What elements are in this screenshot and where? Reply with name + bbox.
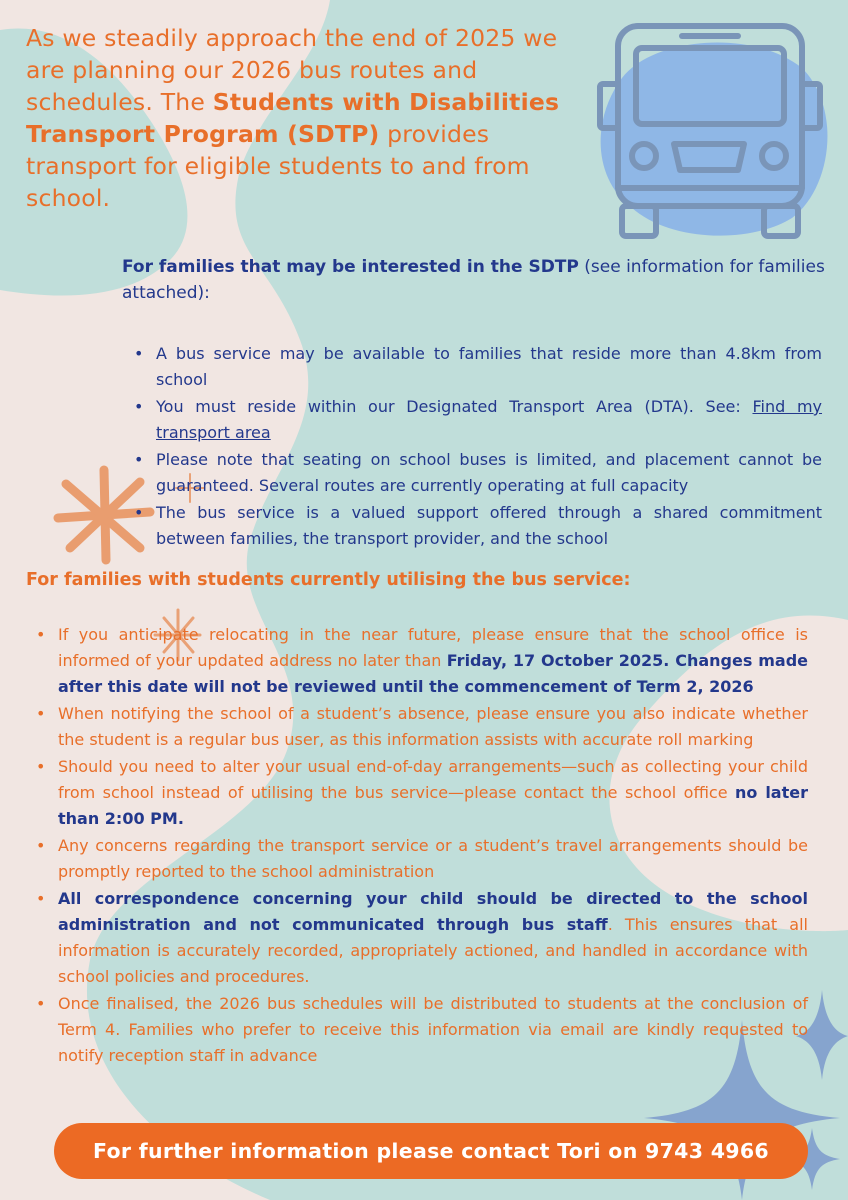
list-item — [34, 754, 808, 832]
interested-families-heading — [122, 254, 828, 306]
list-item — [34, 991, 808, 1069]
bullet-text: Please note that seating on school buses is limited, and placement cannot be guaranteed. Several routes are currently operating at full capacity — [156, 450, 822, 495]
list-item — [132, 447, 822, 499]
find-transport-area-link[interactable]: Find my transport area — [156, 397, 823, 442]
bullet-text: A bus service may be available to families that reside more than 4.8km from school — [156, 344, 822, 389]
list-item — [132, 500, 822, 552]
list-item — [34, 886, 808, 990]
concerns-text: Any concerns regarding the transport service or a student’s travel arrangements should be promptly reported to the school administration — [58, 836, 808, 881]
intro-text-after: provides transport for eligible students to and from school. — [26, 120, 530, 212]
intro-paragraph — [26, 22, 586, 214]
current-users-bullet-list — [34, 622, 808, 1070]
relocating-deadline: Friday, 17 October 2025. Changes made after this date will not be reviewed until the commencement of Term 2, 2026 — [58, 651, 808, 696]
list-item — [34, 833, 808, 885]
correspondence-bold: All correspondence concerning your child should be directed to the school administration and not communicated through bus staff — [58, 889, 808, 934]
contact-banner: For further information please contact Tori on 9743 4966 — [54, 1123, 808, 1179]
interested-heading-rest: (see information for families attached): — [122, 257, 825, 303]
interested-bullet-list — [132, 341, 822, 553]
program-name: Students with Disabilities Transport Program (SDTP) — [26, 88, 560, 148]
current-users-heading: For families with students currently utilising the bus service: — [26, 570, 631, 590]
bullet-text: The bus service is a valued support offered through a shared commitment between families, the transport provider, and the school — [156, 503, 822, 548]
list-item — [132, 394, 822, 446]
bus-icon — [582, 18, 832, 248]
relocating-text: If you anticipate relocating in the near future, please ensure that the school office is informed of your updated address no later than — [58, 625, 808, 670]
absence-text: When notifying the school of a student’s absence, please ensure you also indicate whether the student is a regular bus user, as this information assists with accurate roll marking — [58, 704, 808, 749]
alter-deadline: no later than 2:00 PM. — [58, 783, 808, 828]
correspondence-text: . This ensures that all information is accurately recorded, appropriately actioned, and handled in accordance with school policies and procedures. — [58, 915, 808, 986]
list-item — [34, 622, 808, 700]
finalised-text: Once finalised, the 2026 bus schedules will be distributed to students at the conclusion of Term 4. Families who prefer to receive this information via email are kindly requested to notify reception staff in advance — [58, 994, 808, 1065]
bullet-text: You must reside within our Designated Transport Area (DTA). See: — [156, 397, 753, 416]
list-item — [132, 341, 822, 393]
intro-text-before: As we steadily approach the end of 2025 we are planning our 2026 bus routes and schedules. The — [26, 24, 558, 116]
interested-heading-bold: For families that may be interested in the SDTP — [122, 257, 579, 277]
alter-text: Should you need to alter your usual end-of-day arrangements—such as collecting your child from school instead of utilising the bus service—please contact the school office — [58, 757, 808, 802]
list-item — [34, 701, 808, 753]
